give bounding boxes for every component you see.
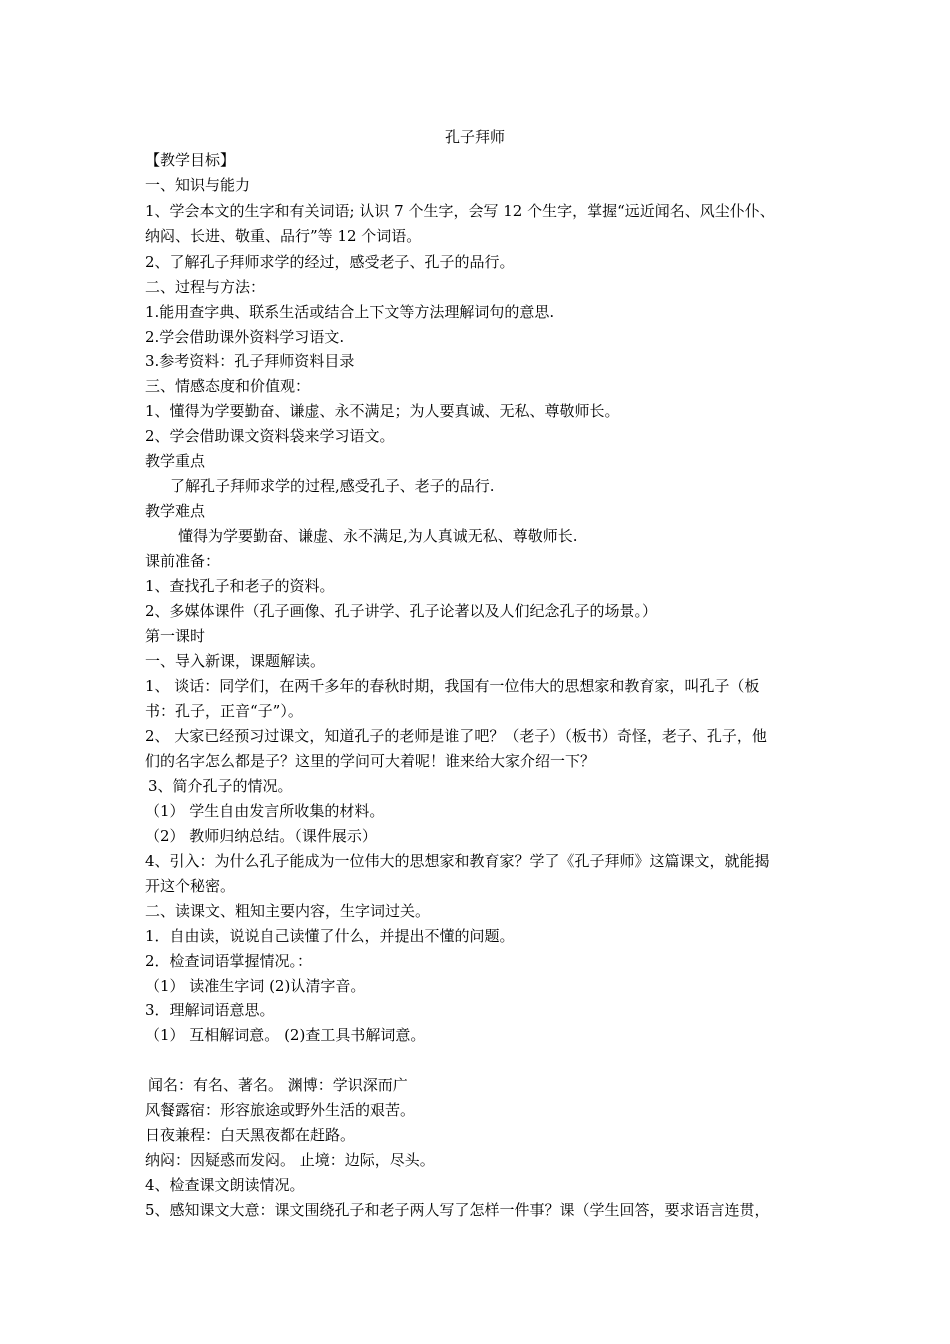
text-line: 了解孔子拜师求学的过程,感受孔子、老子的品行. (170, 477, 495, 495)
text-line: 二、读课文、粗知主要内容，生字词过关。 (145, 902, 431, 920)
text-line: 2、多媒体课件（孔子画像、孔子讲学、孔子论著以及人们纪念孔子的场景。） (145, 602, 658, 620)
text-line: （1） 互相解词意。 (2)查工具书解词意。 (145, 1026, 426, 1044)
text-line: 们的名字怎么都是子？这里的学问可大着呢！谁来给大家介绍一下？ (145, 752, 596, 770)
text-line: 5、感知课文大意：课文围绕孔子和老子两人写了怎样一件事？课（学生回答，要求语言连贯， (145, 1201, 770, 1219)
text-line: 纳闷：因疑惑而发闷。 止境：边际，尽头。 (145, 1151, 435, 1169)
text-line: 3．理解词语意思。 (145, 1001, 275, 1019)
text-line: 3.参考资料：孔子拜师资料目录 (145, 352, 355, 370)
text-line: 一、知识与能力 (145, 176, 251, 194)
text-line: 风餐露宿：形容旅途或野外生活的艰苦。 (145, 1101, 416, 1119)
text-line: 2.学会借助课外资料学习语文. (145, 328, 345, 346)
text-line: 2、学会借助课文资料袋来学习语文。 (145, 427, 395, 445)
text-line: 1、 谈话：同学们，在两千多年的春秋时期，我国有一位伟大的思想家和教育家，叫孔子（板 (145, 677, 760, 695)
document-title: 孔子拜师 (444, 128, 505, 146)
text-line: 懂得为学要勤奋、谦虚、永不满足,为人真诚无私、尊敬师长. (178, 527, 578, 545)
text-line: （1） 学生自由发言所收集的材料。 (145, 802, 385, 820)
text-line: 2、了解孔子拜师求学的经过，感受老子、孔子的品行。 (145, 253, 515, 271)
text-line: 一、导入新课，课题解读。 (145, 652, 326, 670)
text-line: 闻名：有名、著名。 渊博：学识深而广 (148, 1076, 408, 1094)
text-line: 日夜兼程：白天黑夜都在赶路。 (145, 1126, 356, 1144)
text-line: 1．自由读，说说自己读懂了什么，并提出不懂的问题。 (145, 927, 515, 945)
text-line: 开这个秘密。 (145, 877, 236, 895)
text-line: （1） 读准生字词 (2)认清字音。 (145, 977, 366, 995)
text-line: （2） 教师归纳总结。（课件展示） (145, 827, 377, 845)
text-line: 4、检查课文朗读情况。 (145, 1176, 305, 1194)
text-line: 1、懂得为学要勤奋、谦虚、永不满足；为人要真诚、无私、尊敬师长。 (145, 402, 620, 420)
text-line: 三、情感态度和价值观： (145, 377, 311, 395)
text-line: 1、学会本文的生字和有关词语; 认识 7 个生字，会写 12 个生字，掌握“远近闻名、风尘仆仆、 (145, 202, 775, 220)
text-line: 【教学目标】 (145, 151, 236, 169)
text-line: 二、过程与方法： (145, 278, 266, 296)
text-line: 教学重点 (145, 452, 206, 470)
text-line: 教学难点 (145, 502, 206, 520)
text-line: 3、简介孔子的情况。 (148, 777, 293, 795)
text-line: 书：孔子，正音“子”）。 (145, 702, 303, 720)
text-line: 纳闷、长进、敬重、品行”等 12 个词语。 (145, 227, 422, 245)
text-line: 2、 大家已经预习过课文，知道孔子的老师是谁了吧？（老子）（板书）奇怪，老子、孔子，他 (145, 727, 767, 745)
text-line: 1.能用查字典、联系生活或结合上下文等方法理解词句的意思. (145, 303, 555, 321)
text-line: 2．检查词语掌握情况。： (145, 952, 313, 970)
text-line: 第一课时 (145, 627, 206, 645)
text-line: 课前准备： (145, 552, 221, 570)
text-line: 1、查找孔子和老子的资料。 (145, 577, 335, 595)
text-line: 4、引入：为什么孔子能成为一位伟大的思想家和教育家？学了《孔子拜师》这篇课文，就能揭 (145, 852, 770, 870)
